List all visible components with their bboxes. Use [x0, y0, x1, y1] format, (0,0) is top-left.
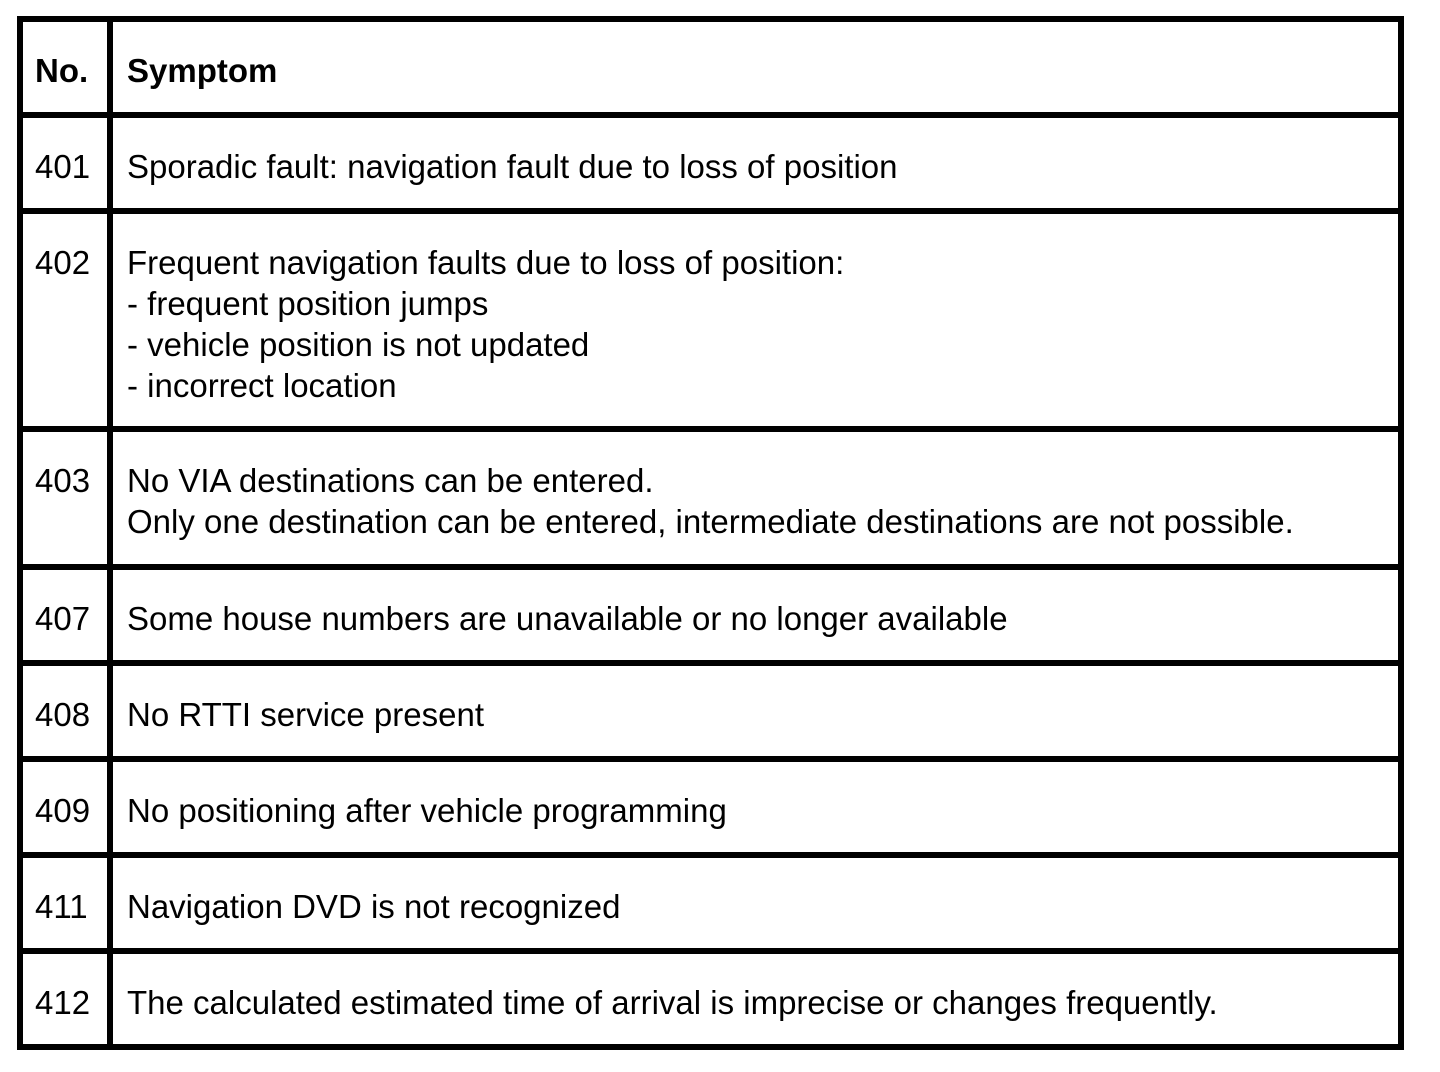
symptom-text — [113, 570, 1398, 639]
symptom-line: Only one destination can be entered, intermediate destinations are not possible. — [127, 503, 1294, 540]
cell-symptom — [110, 211, 1401, 429]
symptom-text — [113, 214, 1398, 406]
cell-symptom — [110, 951, 1401, 1047]
cell-no — [20, 855, 110, 951]
header-no-label: No. — [35, 52, 89, 89]
cell-symptom — [110, 663, 1401, 759]
cell-symptom — [110, 759, 1401, 855]
symptom-line: The calculated estimated time of arrival is imprecise or changes frequently. — [127, 984, 1218, 1021]
row-number: 409 — [35, 792, 91, 829]
table-row — [20, 429, 1401, 567]
symptom-table — [17, 16, 1404, 1050]
symptom-text — [113, 118, 1398, 187]
symptom-line: No VIA destinations can be entered. — [127, 462, 654, 499]
table-row — [20, 855, 1401, 951]
cell-symptom — [110, 855, 1401, 951]
symptom-line: No RTTI service present — [127, 696, 485, 733]
symptom-line: - vehicle position is not updated — [127, 326, 590, 363]
symptom-text — [113, 954, 1398, 1023]
row-number: 402 — [35, 244, 91, 281]
symptom-line: Frequent navigation faults due to loss of position: — [127, 244, 845, 281]
symptom-line: - incorrect location — [127, 367, 397, 404]
row-number: 403 — [35, 462, 91, 499]
cell-no — [20, 567, 110, 663]
symptom-line: Some house numbers are unavailable or no longer available — [127, 600, 1008, 637]
cell-symptom — [110, 429, 1401, 567]
row-number: 408 — [35, 696, 91, 733]
table-row — [20, 115, 1401, 211]
header-symptom-label: Symptom — [127, 52, 278, 89]
table-row — [20, 759, 1401, 855]
table-row — [20, 663, 1401, 759]
header-no — [20, 19, 110, 115]
symptom-text — [113, 762, 1398, 831]
symptom-text — [113, 432, 1398, 542]
symptom-line: - frequent position jumps — [127, 285, 489, 322]
symptom-line: Sporadic fault: navigation fault due to loss of position — [127, 148, 898, 185]
symptom-text — [113, 666, 1398, 735]
symptom-line: Navigation DVD is not recognized — [127, 888, 621, 925]
table-header-row — [20, 19, 1401, 115]
cell-no — [20, 211, 110, 429]
symptom-text — [113, 858, 1398, 927]
cell-no — [20, 429, 110, 567]
cell-symptom — [110, 115, 1401, 211]
cell-no — [20, 663, 110, 759]
cell-no — [20, 951, 110, 1047]
symptom-line: No positioning after vehicle programming — [127, 792, 727, 829]
cell-symptom — [110, 567, 1401, 663]
table-row — [20, 211, 1401, 429]
row-number: 412 — [35, 984, 91, 1021]
cell-no — [20, 115, 110, 211]
row-number: 411 — [35, 888, 88, 925]
table-row — [20, 951, 1401, 1047]
row-number: 407 — [35, 600, 91, 637]
table-body — [20, 115, 1401, 1047]
row-number: 401 — [35, 148, 91, 185]
cell-no — [20, 759, 110, 855]
table-row — [20, 567, 1401, 663]
header-symptom — [110, 19, 1401, 115]
